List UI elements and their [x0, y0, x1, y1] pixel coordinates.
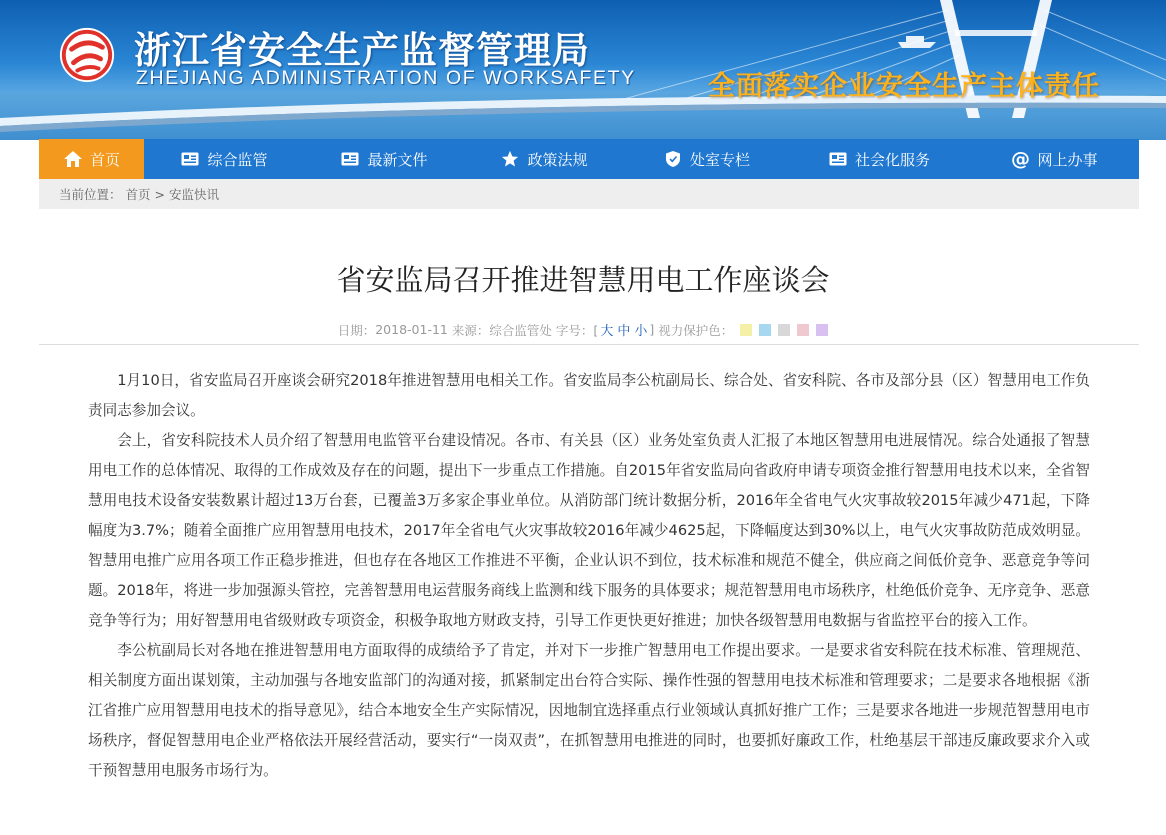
emblem-icon	[58, 26, 116, 84]
font-size-close: ]	[649, 322, 655, 337]
article-paragraph: 李公杭副局长对各地在推进智慧用电方面取得的成绩给予了肯定，并对下一步推广智慧用电工作提出要求。一是要求省安科院在技术标准、管理规范、相关制度方面出谋划策，主动加强与各地安监部门的沟通对接，抓紧制定出台符合实际、操作性强的智慧用电技术标准和管理要求；二是要求各地根据《浙江省推广应用智慧用电技术的指导意见》，结合本地安全生产实际情况，因地制宜选择重点行业领域认真抓好推广工作；三是要求各地进一步规范智慧用电市场秩序，督促智慧用电企业严格依法开展经营活动，要实行“一岗双责”，在抓智慧用电推进的同时，也要抓好廉政工作，杜绝基层干部违反廉政要求介入或干预智慧用电服务市场行为。	[88, 642, 1090, 779]
article-date: 2018-01-11	[375, 322, 448, 337]
main-nav	[39, 139, 1139, 179]
breadcrumb	[39, 179, 1139, 209]
nav-item-label: 最新文件	[367, 150, 428, 169]
breadcrumb-separator: >	[154, 186, 166, 202]
banner-slogan: 全面落实企业安全生产主体责任	[708, 71, 1100, 102]
eye-color-purple-swatch[interactable]	[816, 324, 828, 336]
breadcrumb-current-link[interactable]: 安监快讯	[169, 187, 220, 202]
article-meta	[0, 320, 1166, 339]
font-size-large-button[interactable]: 大	[600, 324, 614, 339]
font-size-small-button[interactable]: 小	[634, 324, 648, 339]
date-label: 日期：	[337, 322, 376, 338]
article-title: 省安监局召开推进智慧用电工作座谈会	[336, 263, 830, 297]
nav-item-department-column[interactable]	[624, 139, 789, 179]
nav-item-home[interactable]	[39, 139, 144, 179]
nav-item-label: 首页	[89, 150, 120, 169]
eye-protection-label: 视力保护色：	[658, 322, 734, 338]
article-body	[88, 366, 1090, 786]
nav-item-label: 综合监管	[207, 150, 268, 169]
shield-icon	[663, 150, 683, 168]
nav-item-latest-documents[interactable]	[304, 139, 464, 179]
site-title-english: ZHEJIANG ADMINISTRATION OF WORKSAFETY	[136, 67, 636, 89]
source-label: 来源：	[451, 322, 490, 338]
font-size-label: 字号：[	[555, 322, 599, 338]
font-size-medium-button[interactable]: 中	[617, 324, 631, 339]
site-title: 浙江省安全生产监督管理局	[134, 29, 590, 72]
nav-item-label: 网上办事	[1037, 150, 1098, 169]
eye-color-pink-swatch[interactable]	[797, 324, 809, 336]
article-source: 综合监管处	[489, 322, 552, 338]
breadcrumb-home-link[interactable]: 首页	[125, 187, 151, 202]
meta-divider	[39, 344, 1139, 345]
eye-color-yellow-swatch[interactable]	[740, 324, 752, 336]
nav-item-label: 处室专栏	[689, 150, 750, 169]
nav-item-online-services[interactable]	[969, 139, 1139, 179]
card-icon	[828, 150, 848, 168]
nav-item-label: 政策法规	[527, 150, 588, 169]
breadcrumb-prefix: 当前位置：	[59, 187, 122, 202]
nav-item-policies[interactable]	[464, 139, 624, 179]
at-icon: @	[1010, 148, 1030, 170]
eye-color-gray-swatch[interactable]	[778, 324, 790, 336]
home-icon	[63, 150, 83, 168]
nav-item-comprehensive-supervision[interactable]	[144, 139, 304, 179]
header-banner	[0, 0, 1166, 140]
card-icon	[180, 150, 200, 168]
article-paragraph: 会上，省安科院技术人员介绍了智慧用电监管平台建设情况。各市、有关县（区）业务处室负责人汇报了本地区智慧用电进展情况。综合处通报了智慧用电工作的总体情况、取得的工作成效及存在的问题，提出下一步重点工作措施。自2015年省安监局向省政府申请专项资金推行智慧用电技术以来，全省智慧用电技术设备安装数累计超过13万台套，已覆盖3万多家企事业单位。从消防部门统计数据分析，2016年全省电气火灾事故较2015年减少471起，下降幅度为3.7%；随着全面推广应用智慧用电技术，2017年全省电气火灾事故较2016年减少4625起，下降幅度达到30%以上，电气火灾事故防范成效明显。智慧用电推广应用各项工作正稳步推进，但也存在各地区工作推进不平衡，企业认识不到位，技术标准和规范不健全，供应商之间低价竞争、恶意竞争等问题。2018年，将进一步加强源头管控，完善智慧用电运营服务商线上监测和线下服务的具体要求；规范智慧用电市场秩序，杜绝低价竞争、无序竞争、恶意竞争等行为；用好智慧用电省级财政专项资金，积极争取地方财政支持，引导工作更快更好推进；加快各级智慧用电数据与省监控平台的接入工作。	[88, 432, 1090, 629]
card-icon	[340, 150, 360, 168]
nav-item-social-services[interactable]	[789, 139, 969, 179]
star-icon	[500, 150, 520, 168]
eye-color-blue-swatch[interactable]	[759, 324, 771, 336]
article-paragraph: 1月10日，省安监局召开座谈会研究2018年推进智慧用电相关工作。省安监局李公杭副局长、综合处、省安科院、各市及部分县（区）智慧用电工作负责同志参加会议。	[88, 372, 1090, 419]
nav-item-label: 社会化服务	[854, 150, 930, 169]
